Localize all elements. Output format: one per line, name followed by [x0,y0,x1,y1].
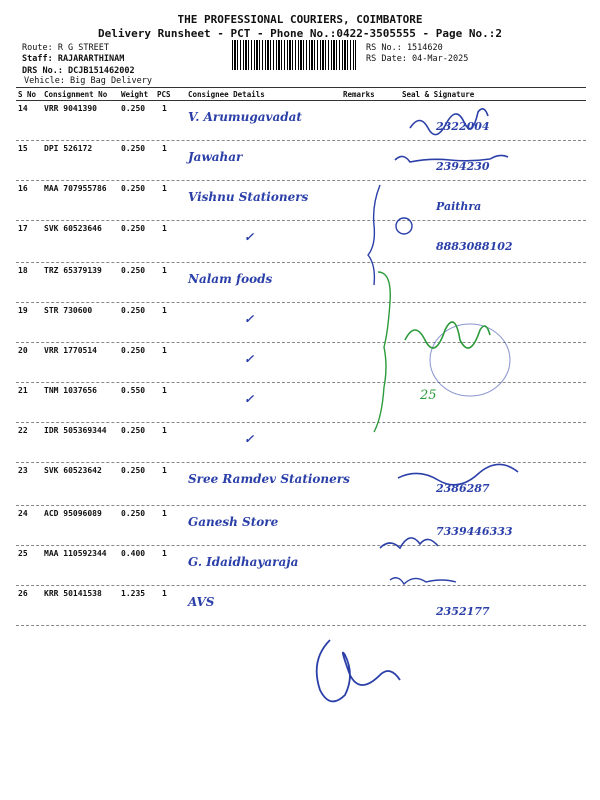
row-sno: 19 [18,306,28,315]
row-pcs: 1 [162,426,167,435]
row-pcs: 1 [162,589,167,598]
row-consignment: VRR 1770514 [44,346,97,355]
row-sno: 25 [18,549,28,558]
row-consignee-handwritten: Ganesh Store [188,515,279,529]
row-consignment: MAA 707955786 [44,184,107,193]
row-consignment: TRZ 65379139 [44,266,102,275]
row-sno: 17 [18,224,28,233]
signature-scribble-24 [380,538,438,548]
row-weight: 0.250 [121,509,146,518]
row-sno: 15 [18,144,28,153]
row-consignment: SVK 60523642 [44,466,102,475]
company-stamp [430,324,510,396]
row-consignee-handwritten: V. Arumugavadat [188,110,302,124]
large-signature [317,640,400,701]
col-weight: Weight [121,90,149,99]
row-consignment: VRR 9041390 [44,104,97,113]
row-pcs: 1 [162,549,167,558]
row-weight: 0.250 [121,224,146,233]
row-sno: 14 [18,104,28,113]
vehicle-label: Vehicle: Big Bag Delivery [24,76,152,86]
row-sno: 22 [18,426,28,435]
row-signature-text: 8883088102 [436,240,513,253]
row-sno: 18 [18,266,28,275]
row-sno: 24 [18,509,28,518]
row-weight: 0.550 [121,386,146,395]
row-signature-text: Paithra [436,200,482,213]
col-remarks: Remarks [343,90,375,99]
route-label: Route: R G STREET [22,43,109,53]
row-weight: 0.400 [121,549,146,558]
col-sno: S No [18,90,37,99]
row-signature-text: 2322004 [436,120,490,133]
row-weight: 0.250 [121,306,146,315]
row-consignment: MAA 110592344 [44,549,107,558]
row-pcs: 1 [162,104,167,113]
staff-label: Staff: RAJARARTHINAM [22,54,125,64]
row-consignment: SVK 60523646 [44,224,102,233]
row-signature-text: 2386287 [436,482,490,495]
row-signature-text: 2394230 [436,160,490,173]
row-sno: 16 [18,184,28,193]
row-consignee-handwritten: ✓ [244,312,255,326]
row-pcs: 1 [162,144,167,153]
signature-scribble-25 [390,578,456,584]
row-sno: 20 [18,346,28,355]
row-consignee-handwritten: G. Idaidhayaraja [188,555,299,569]
row-consignee-handwritten: ✓ [244,230,255,244]
rs-date: RS Date: 04-Mar-2025 [366,54,469,64]
signature-scribble-23 [398,464,518,484]
row-consignee-handwritten: ✓ [244,432,255,446]
row-consignment: KRR 50141538 [44,589,102,598]
drs-label: DRS No.: DCJB15146200​2 [22,66,135,76]
col-seal: Seal & Signature [402,90,475,99]
rs-number: RS No.: 1514620 [366,43,443,53]
col-pcs: PCS [157,90,171,99]
row-pcs: 1 [162,184,167,193]
row-consignee-handwritten: Nalam foods [188,272,273,286]
document-subtitle: Delivery Runsheet - PCT - Phone No.:0422-3505555 - Page No.:2 [98,27,502,40]
bracket-left [368,185,380,285]
row-pcs: 1 [162,386,167,395]
row-consignee-handwritten: Sree Ramdev Stationers [188,472,350,486]
green-note: 25 [420,388,437,403]
signature-scribble-14 [410,109,488,135]
row-pcs: 1 [162,224,167,233]
row-signature-text: 2352177 [436,605,490,618]
row-weight: 0.250 [121,104,146,113]
row-sno: 26 [18,589,28,598]
row-consignment: ACD 95096089 [44,509,102,518]
row-consignee-handwritten: ✓ [244,392,255,406]
row-consignment: STR 730600 [44,306,93,315]
row-consignee-handwritten: Vishnu Stationers [188,190,309,204]
row-signature-text: 7339446333 [436,525,513,538]
green-bracket [374,272,390,432]
row-consignee-handwritten: Jawahar [188,150,243,164]
row-pcs: 1 [162,266,167,275]
row-consignee-handwritten: ✓ [244,352,255,366]
signature-scribble-15 [395,155,508,162]
row-consignment: TNM 1037656 [44,386,97,395]
row-weight: 0.250 [121,466,146,475]
col-consignee: Consignee Details [188,90,265,99]
row-weight: 0.250 [121,266,146,275]
row-consignment: DPI 526172 [44,144,93,153]
row-weight: 1.235 [121,589,146,598]
row-pcs: 1 [162,346,167,355]
row-sno: 21 [18,386,28,395]
row-consignment: IDR 505369344 [44,426,107,435]
row-weight: 0.250 [121,346,146,355]
row-pcs: 1 [162,509,167,518]
row-sno: 23 [18,466,28,475]
row-pcs: 1 [162,466,167,475]
row-weight: 0.250 [121,426,146,435]
phone-circle [396,218,412,234]
document-title: THE PROFESSIONAL COURIERS, COIMBATORE [177,13,423,26]
row-weight: 0.250 [121,184,146,193]
row-pcs: 1 [162,306,167,315]
row-consignee-handwritten: AVS [188,595,215,609]
col-consignment: Consignment No [44,90,108,99]
green-signature [405,322,490,348]
row-weight: 0.250 [121,144,146,153]
